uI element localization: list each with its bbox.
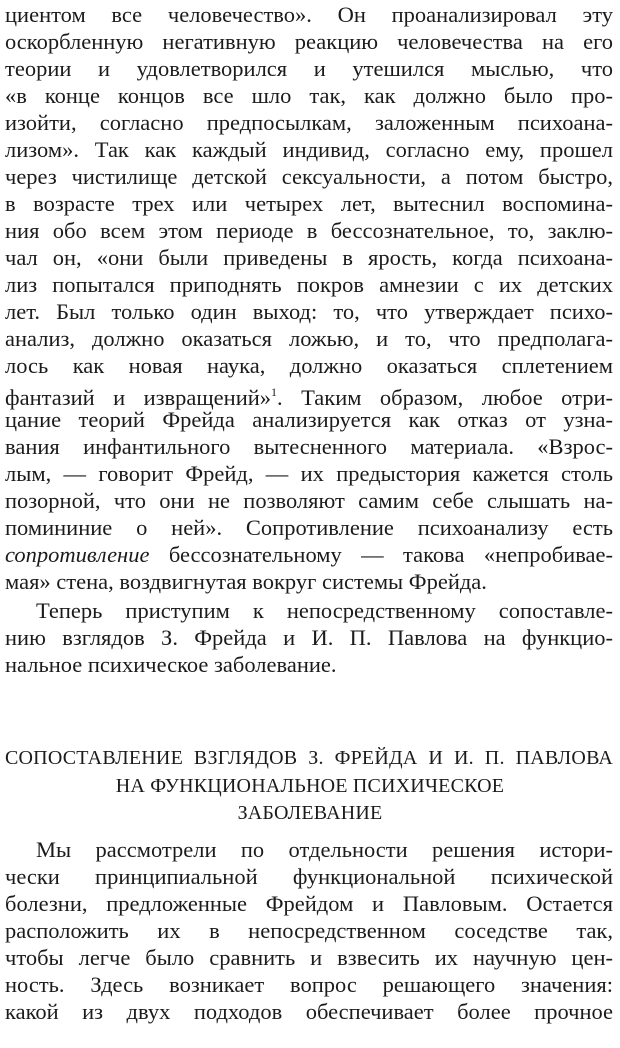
text-line: теории и удовлетворился и утешился мыслью, что: [5, 56, 613, 81]
heading-line: ЗАБОЛЕВАНИЕ: [237, 802, 383, 824]
text-line: «в конце концов все шло так, как должно было про-: [5, 83, 613, 108]
footnote-reference: 1: [271, 385, 278, 399]
heading-line: СОПОСТАВЛЕНИЕ ВЗГЛЯДОВ З. ФРЕЙДА И И. П. ПАВЛОВА: [5, 747, 613, 769]
text-line: какой из двух подходов обеспечивает более прочное: [5, 999, 613, 1024]
text-line: помининие о ней». Сопротивление психоанализу есть: [5, 515, 613, 540]
text-line: лым, — говорит Фрейд, — их предыстория кажется столь: [5, 461, 613, 486]
text-line: болезни, предложенные Фрейдом и Павловым. Остается: [5, 891, 613, 916]
text-line: цание теорий Фрейда анализируется как отказ от узна-: [5, 407, 613, 432]
text-line: Теперь приступим к непосредственному сопоставле-: [36, 598, 613, 623]
text-line-with-italic: [5, 541, 613, 568]
text-line: ность. Здесь возникает вопрос решающего значения:: [5, 972, 613, 997]
text-line: циентом все человечество». Он проанализировал эту: [5, 2, 613, 27]
text-line: нальное психическое заболевание.: [5, 652, 337, 677]
text-line: в возрасте трех или четырех лет, вытеснил воспомина-: [5, 191, 613, 216]
text-line: лет. Был только один выход: то, что утверждает психо-: [5, 299, 613, 324]
text-line: анализ, должно оказаться ложью, и то, что предполага-: [5, 326, 613, 351]
text-line: позорной, что они не позволяют самим себе слышать на-: [5, 488, 613, 513]
text-line: изойти, согласно предпосылкам, заложенным психоана-: [5, 110, 613, 135]
text-line-with-footnote: [5, 379, 613, 410]
text-line: лизом». Так как каждый индивид, согласно ему, прошел: [5, 137, 613, 162]
text-line: через чистилище детской сексуальности, а потом быстро,: [5, 164, 613, 189]
text-line: оскорбленную негативную реакцию человечества на его: [5, 29, 613, 54]
text-line: лось как новая наука, должно оказаться сплетением: [5, 353, 613, 378]
text-fragment: фантазий и извращений»: [5, 385, 272, 410]
text-line: нию взглядов З. Фрейда и И. П. Павлова на функцио-: [5, 625, 613, 650]
heading-line: НА ФУНКЦИОНАЛЬНОЕ ПСИХИЧЕСКОЕ: [115, 775, 505, 797]
text-line: вания инфантильного вытесненного материала. «Взрос-: [5, 434, 613, 459]
text-line: чтобы легче было сравнить и взвесить их научную цен-: [5, 945, 613, 970]
text-line: Мы рассмотрели по отдельности решения истори-: [36, 837, 613, 862]
text-line: лиз попытался приподнять покров амнезии с их детских: [5, 272, 613, 297]
text-fragment: бессознательному — такова «непробивае-: [149, 542, 613, 567]
text-line: чески принципиальной функциональной психической: [5, 864, 613, 889]
text-fragment: . Таким образом, любое отри-: [277, 385, 613, 410]
text-line: чал он, «они были приведены в ярость, когда психоана-: [5, 245, 613, 270]
text-line: мая» стена, воздвигнутая вокруг системы Фрейда.: [5, 569, 487, 594]
text-line: ния обо всем этом периоде в бессознательное, то, заклю-: [5, 218, 613, 243]
italic-term: сопротивление: [5, 542, 150, 567]
text-line: расположить их в непосредственном соседстве так,: [5, 918, 613, 943]
